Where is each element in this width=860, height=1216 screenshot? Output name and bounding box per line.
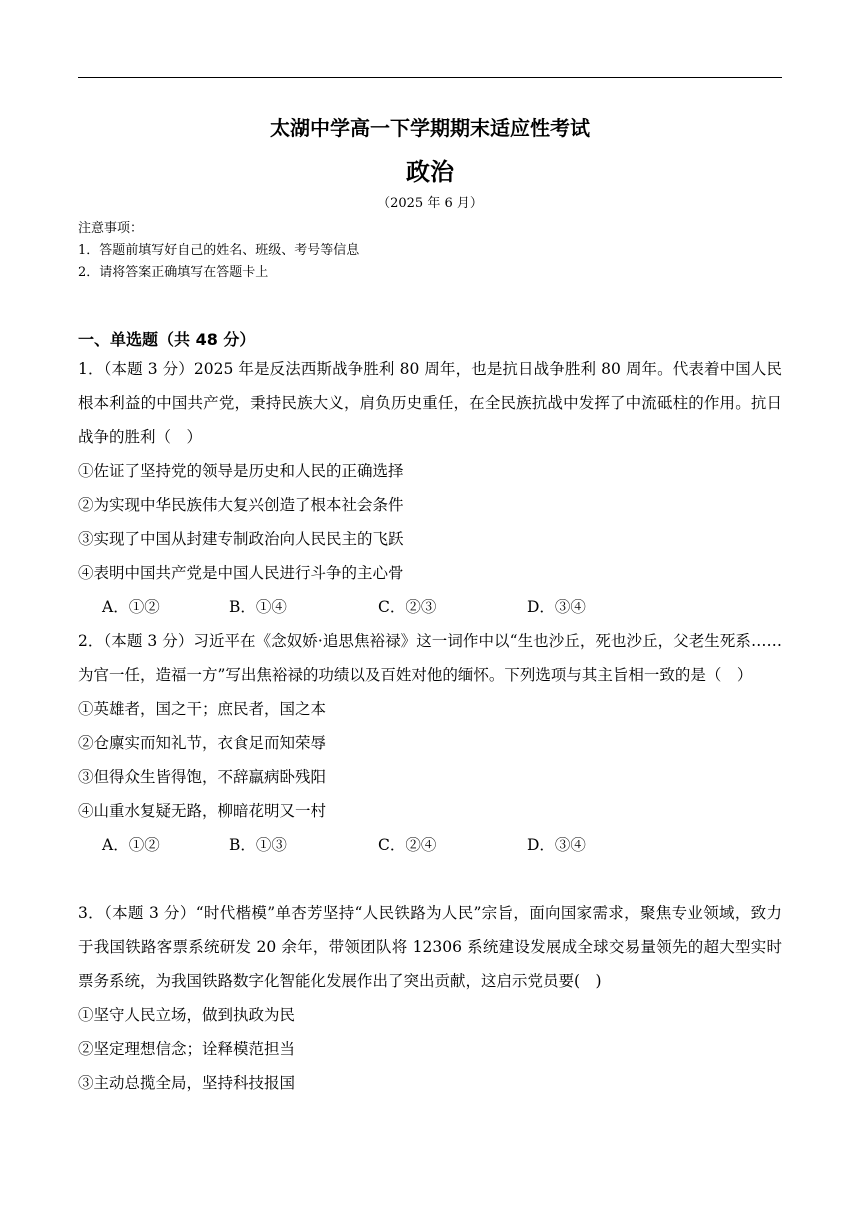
question-option: ④山重水复疑无路，柳暗花明又一村	[78, 802, 327, 820]
question-option: ①坚守人民立场，做到执政为民	[78, 1006, 296, 1024]
question-stem: 3．（本题 3 分）“时代楷模”单杏芳坚持“人民铁路为人民”宗旨，面向国家需求，聚焦专业领域，致力于我国铁路客票系统研发 20 余年，带领团队将 12306 系统建设发展成全球交易量领先的超大型实时票务系统，为我国铁路数字化智能化发展作出了突出贡献，这启示党员要( )	[78, 904, 782, 990]
question-option: ①英雄者，国之干；庶民者，国之本	[78, 700, 327, 718]
question-option: ③实现了中国从封建专制政治向人民民主的飞跃	[78, 530, 404, 548]
exam-title: 太湖中学高一下学期期末适应性考试	[270, 116, 590, 140]
section-title: 一、单选题（共 48 分）	[78, 330, 256, 349]
choice-d: D．③④	[527, 836, 586, 854]
choice-b: B．①④	[229, 598, 287, 616]
question-3	[78, 896, 782, 1100]
question-option: ②仓廪实而知礼节，衣食足而知荣辱	[78, 734, 327, 752]
choice-a: A．①②	[102, 836, 160, 854]
exam-subject: 政治	[406, 158, 454, 186]
exam-notes	[78, 218, 359, 284]
question-option: ④表明中国共产党是中国人民进行斗争的主心骨	[78, 564, 404, 582]
choice-c: C．②③	[378, 598, 437, 616]
notes-item: 1．答题前填写好自己的姓名、班级、考号等信息	[78, 243, 360, 258]
question-option: ③但得众生皆得饱，不辞羸病卧残阳	[78, 768, 327, 786]
choice-d: D．③④	[527, 598, 586, 616]
choice-a: A．①②	[102, 598, 160, 616]
question-option: ②为实现中华民族伟大复兴创造了根本社会条件	[78, 496, 404, 514]
question-option: ③主动总揽全局，坚持科技报国	[78, 1074, 296, 1092]
notes-item: 2．请将答案正确填写在答题卡上	[78, 265, 269, 280]
answer-choices	[78, 590, 782, 624]
question-2	[78, 624, 782, 862]
choice-c: C．②④	[378, 836, 437, 854]
notes-heading: 注意事项：	[78, 221, 144, 236]
exam-date: （2025 年 6 月）	[377, 196, 483, 211]
question-option: ①佐证了坚持党的领导是历史和人民的正确选择	[78, 462, 404, 480]
answer-choices	[78, 828, 782, 862]
question-stem: 2．（本题 3 分）习近平在《念奴娇·追思焦裕禄》这一词作中以“生也沙丘，死也沙丘，父老生死系……为官一任，造福一方”写出焦裕禄的功绩以及百姓对他的缅怀。下列选项与其主旨相一致的是（ ）	[78, 632, 782, 684]
question-option: ②坚定理想信念；诠释模范担当	[78, 1040, 296, 1058]
question-1	[78, 352, 782, 624]
header-rule	[78, 77, 782, 78]
choice-b: B．①③	[229, 836, 287, 854]
question-stem: 1．（本题 3 分）2025 年是反法西斯战争胜利 80 周年，也是抗日战争胜利 80 周年。代表着中国人民根本利益的中国共产党，秉持民族大义，肩负历史重任，在全民族抗战中发挥了中流砥柱的作用。抗日战争的胜利（ ）	[78, 360, 782, 446]
